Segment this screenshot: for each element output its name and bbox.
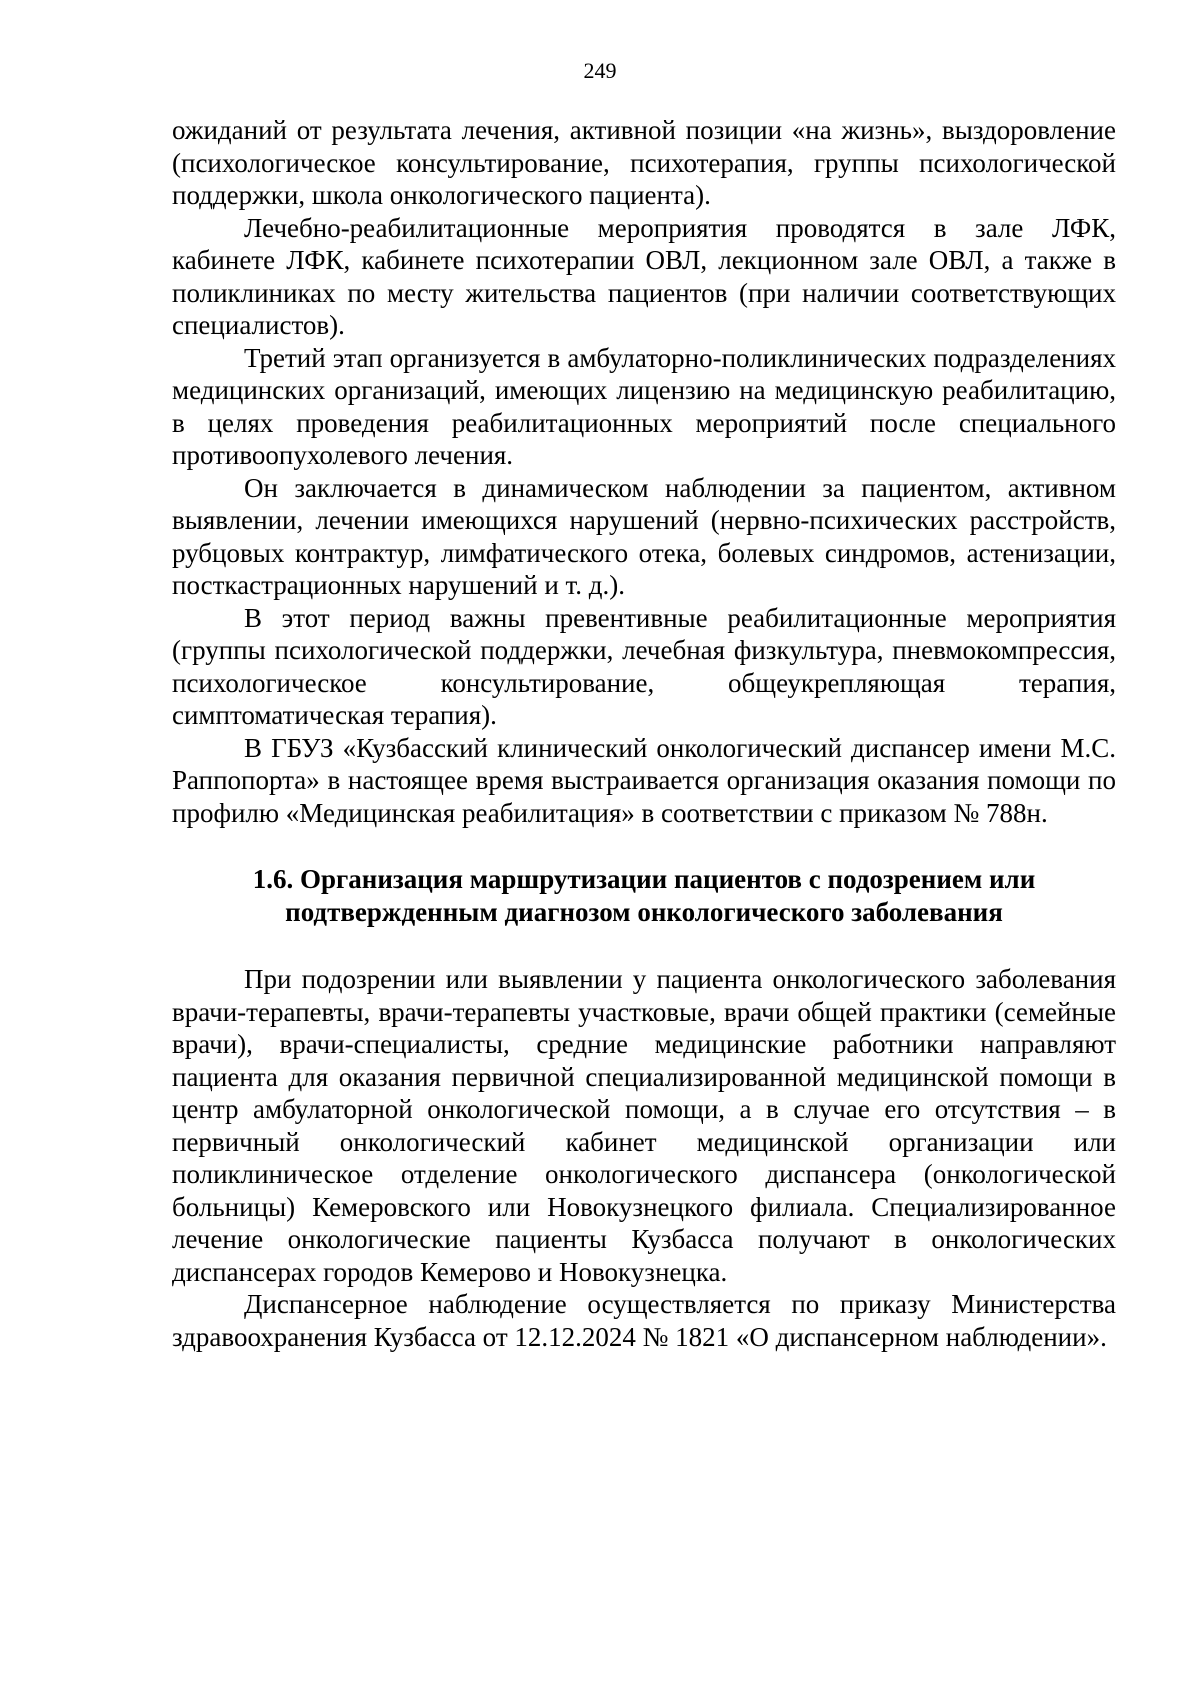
paragraph-dispensary-observation: Диспансерное наблюдение осуществляется по приказу Министерства здравоохранения Кузбасса от 12.12.2024 № 1821 «О диспансерном наблюдении». (172, 1289, 1116, 1352)
document-body (172, 114, 1116, 1353)
paragraph-dynamic-observation: Он заключается в динамическом наблюдении за пациентом, активном выявлении, лечении имеющихся нарушений (нервно-психических расстройств, рубцовых контрактур, лимфатического отека, болевых синдромов, астенизации, посткастрационных нарушений и т. д.). (172, 472, 1116, 600)
section-heading-line-1: 1.6. Организация маршрутизации пациентов с подозрением или (252, 864, 1036, 894)
page-number: 249 (583, 58, 617, 83)
section-heading (172, 863, 1116, 929)
paragraph-routing: При подозрении или выявлении у пациента онкологического заболевания врачи-терапевты, врачи-терапевты участковые, врачи общей практики (семейные врачи), врачи-специалисты, средние медицинские работники направляют пациента для оказания первичной специализированной медицинской помощи в центр амбулаторной онкологической помощи, а в случае его отсутствия – в первичный онкологический кабинет медицинской организации или поликлиническое отделение онкологического диспансера (онкологической больницы) Кемеровского или Новокузнецкого филиала. Специализированное лечение онкологические пациенты Кузбасса получают в онкологических диспансерах городов Кемерово и Новокузнецка. (172, 964, 1116, 1287)
paragraph-rehab-activities: Лечебно-реабилитационные мероприятия проводятся в зале ЛФК, кабинете ЛФК, кабинете психотерапии ОВЛ, лекционном зале ОВЛ, а также в поликлиниках по месту жительства пациентов (при наличии соответствующих специалистов). (172, 212, 1116, 340)
section-heading-line-2: подтвержденным диагнозом онкологического заболевания (285, 897, 1003, 927)
paragraph-continuation: ожиданий от результата лечения, активной позиции «на жизнь», выздоровление (психологическое консультирование, психотерапия, группы психологической поддержки, школа онкологического пациента). (172, 115, 1116, 210)
paragraph-gbuz-organization: В ГБУЗ «Кузбасский клинический онкологический диспансер имени М.С. Раппопорта» в настоящее время выстраивается организация оказания помощи по профилю «Медицинская реабилитация» в соответствии с приказом № 788н. (172, 732, 1116, 828)
paragraph-preventive-measures: В этот период важны превентивные реабилитационные мероприятия (группы психологической поддержки, лечебная физкультура, пневмокомпрессия, психологическое консультирование, общеукрепляющая терапия, симптоматическая терапия). (172, 602, 1116, 730)
paragraph-third-stage: Третий этап организуется в амбулаторно-поликлинических подразделениях медицинских организаций, имеющих лицензию на медицинскую реабилитацию, в целях проведения реабилитационных мероприятий после специального противоопухолевого лечения. (172, 342, 1116, 470)
